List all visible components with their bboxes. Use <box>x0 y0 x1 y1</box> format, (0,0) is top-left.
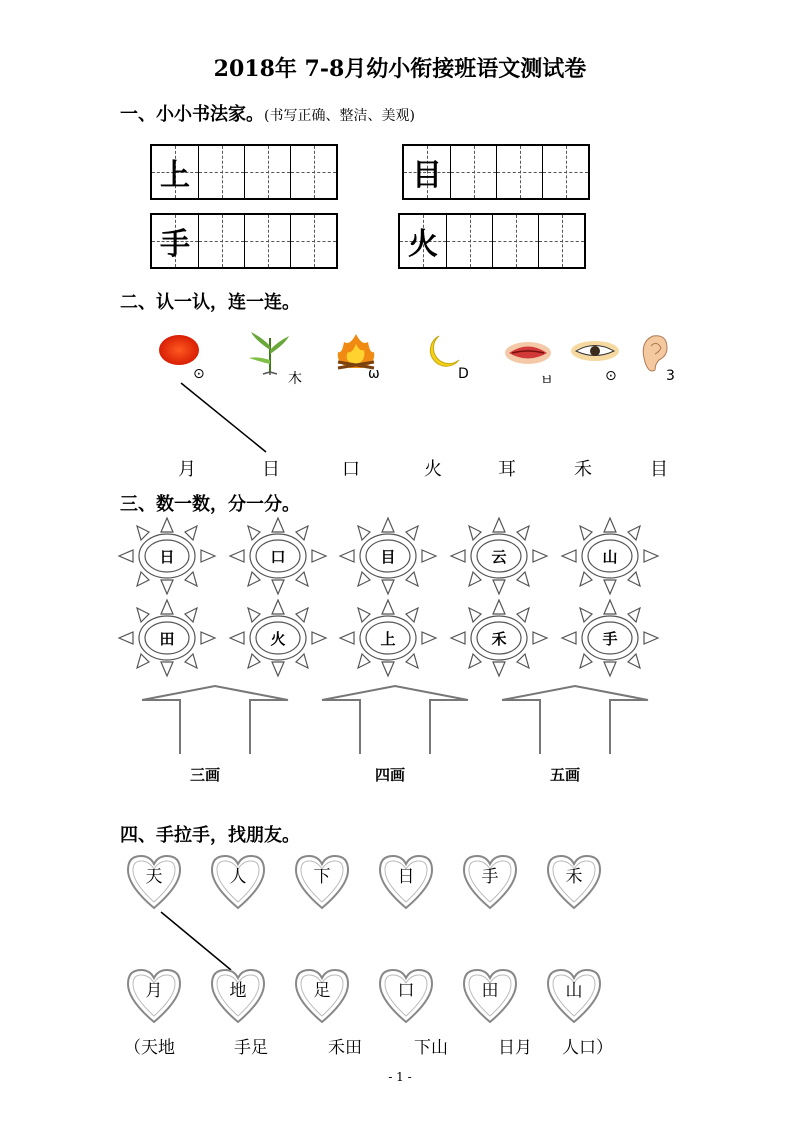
answer-char[interactable]: 火 <box>424 459 442 480</box>
answer-char[interactable]: 目 <box>650 459 668 480</box>
heart-char: 山 <box>565 980 583 1001</box>
sun-char: 日 <box>159 547 175 566</box>
pair-word: 人口） <box>562 1038 613 1058</box>
pair-word: 下山 <box>414 1038 448 1058</box>
answer-char[interactable]: 耳 <box>498 459 516 480</box>
sun-glyph: ⊙ <box>193 366 205 382</box>
page-number: - 1 - <box>388 1070 412 1084</box>
model-char: 目 <box>412 158 442 193</box>
heart-char: 天 <box>145 866 163 887</box>
answer-char[interactable]: 日 <box>262 459 280 480</box>
model-char: 上 <box>160 158 190 193</box>
sun-card[interactable] <box>228 598 328 678</box>
sun-char: 口 <box>270 547 286 566</box>
sun-card[interactable] <box>117 516 217 596</box>
eye-glyph: ⊙ <box>605 368 617 384</box>
pair-word: 禾田 <box>328 1038 362 1058</box>
answer-char[interactable]: 禾 <box>574 459 592 480</box>
sun-char: 禾 <box>491 629 507 648</box>
pair-word: 日月 <box>498 1038 532 1058</box>
grid-cell[interactable] <box>152 215 198 267</box>
heart-char: 手 <box>481 866 499 887</box>
answer-char[interactable]: 口 <box>342 459 360 480</box>
sun-card[interactable] <box>560 598 660 678</box>
sun-card[interactable] <box>449 516 549 596</box>
heart-char: 口 <box>397 980 415 1001</box>
heart-card[interactable] <box>460 852 520 912</box>
plant-glyph: 木 <box>288 371 302 387</box>
ear-glyph: 3 <box>666 368 675 384</box>
section1-note: (书写正确、整洁、美观) <box>264 108 415 124</box>
sun-char: 火 <box>270 629 286 648</box>
grid-cell[interactable] <box>198 146 244 198</box>
sun-card[interactable] <box>228 516 328 596</box>
grid-cell[interactable] <box>404 146 450 198</box>
grid-cell[interactable] <box>198 215 244 267</box>
grid-cell[interactable] <box>496 146 542 198</box>
grid-cell[interactable] <box>538 215 584 267</box>
sun-char: 手 <box>602 629 618 648</box>
sun-card[interactable] <box>338 516 438 596</box>
model-char: 火 <box>408 227 438 262</box>
heart-card[interactable] <box>124 852 184 912</box>
heart-card[interactable] <box>544 966 604 1026</box>
bin-arrow-five[interactable] <box>500 684 650 756</box>
pair-word: 手足 <box>234 1038 268 1058</box>
section1-heading-text: 一、小小书法家。 <box>120 104 264 125</box>
heart-card[interactable] <box>376 966 436 1026</box>
sun-char: 上 <box>380 629 396 648</box>
grid-cell[interactable] <box>400 215 446 267</box>
heart-card[interactable] <box>544 852 604 912</box>
section3-heading: 三、数一数，分一分。 <box>120 494 300 515</box>
pair-word: （天地 <box>124 1038 175 1058</box>
heart-char: 田 <box>481 980 499 1001</box>
grid-cell[interactable] <box>290 146 336 198</box>
heart-char: 地 <box>229 980 247 1001</box>
bin-label-three: 三画 <box>190 766 221 784</box>
sun-char: 田 <box>159 629 175 648</box>
bin-label-four: 四画 <box>375 766 406 784</box>
heart-char: 人 <box>229 866 247 887</box>
sun-card[interactable] <box>338 598 438 678</box>
page-title: 2018年 7-8月幼小衔接班语文测试卷 <box>213 56 587 82</box>
sun-card[interactable] <box>560 516 660 596</box>
heart-card[interactable] <box>208 852 268 912</box>
heart-card[interactable] <box>208 966 268 1026</box>
section2-heading: 二、认一认，连一连。 <box>120 292 300 313</box>
grid-cell[interactable] <box>244 215 290 267</box>
grid-cell[interactable] <box>290 215 336 267</box>
section1-heading <box>120 100 415 126</box>
heart-char: 禾 <box>565 866 583 887</box>
heart-card[interactable] <box>292 966 352 1026</box>
writing-grid-2[interactable] <box>402 144 590 200</box>
heart-char: 月 <box>145 980 163 1001</box>
section4-heading: 四、手拉手，找朋友。 <box>120 825 300 846</box>
moon-icon <box>425 334 461 370</box>
sun-card[interactable] <box>449 598 549 678</box>
eye-icon <box>570 340 620 362</box>
bin-arrow-four[interactable] <box>320 684 470 756</box>
grid-cell[interactable] <box>542 146 588 198</box>
grid-cell[interactable] <box>152 146 198 198</box>
writing-grid-1[interactable] <box>150 144 338 200</box>
model-char: 手 <box>160 227 190 262</box>
sun-icon <box>155 330 205 370</box>
fire-glyph: ω <box>368 366 380 382</box>
writing-grid-4[interactable] <box>398 213 586 269</box>
sun-card[interactable] <box>117 598 217 678</box>
answer-char[interactable]: 月 <box>178 459 196 480</box>
grid-cell[interactable] <box>450 146 496 198</box>
heart-char: 下 <box>313 866 331 887</box>
heart-card[interactable] <box>124 966 184 1026</box>
heart-char: 日 <box>397 866 415 887</box>
grid-cell[interactable] <box>492 215 538 267</box>
heart-char: 足 <box>313 980 331 1001</box>
bin-arrow-three[interactable] <box>140 684 290 756</box>
grid-cell[interactable] <box>446 215 492 267</box>
sun-char: 山 <box>602 547 618 566</box>
heart-card[interactable] <box>292 852 352 912</box>
bin-label-five: 五画 <box>550 766 581 784</box>
sun-char: 目 <box>380 547 396 566</box>
grid-cell[interactable] <box>244 146 290 198</box>
sun-char: 云 <box>491 547 507 566</box>
heart-card[interactable] <box>460 966 520 1026</box>
mouth-icon <box>503 340 553 366</box>
moon-glyph: D <box>458 366 469 382</box>
writing-grid-3[interactable] <box>150 213 338 269</box>
heart-card[interactable] <box>376 852 436 912</box>
mouth-glyph: ㅂ <box>540 373 554 389</box>
